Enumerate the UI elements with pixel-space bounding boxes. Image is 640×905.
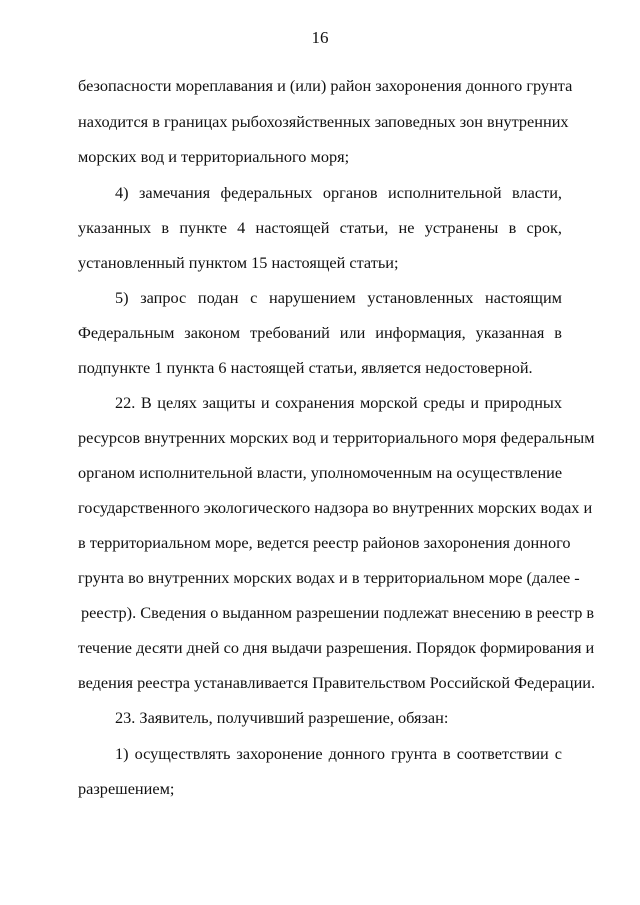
text-line: безопасности мореплавания и (или) район захоронения донного грунта: [78, 76, 573, 95]
text-line: ресурсов внутренних морских вод и территориального моря федеральным: [78, 428, 595, 447]
text-line: морских вод и территориального моря;: [78, 147, 350, 166]
text-line: грунта во внутренних морских водах и в территориальном море (далее -: [78, 568, 580, 587]
text-line: разрешением;: [78, 779, 175, 798]
text-line: 22. В целях защиты и сохранения морской среды и природных: [115, 393, 562, 412]
text-line: находится в границах рыбохозяйственных заповедных зон внутренних: [78, 112, 569, 131]
text-line: в территориальном море, ведется реестр районов захоронения донного: [78, 533, 571, 552]
text-line: установленный пунктом 15 настоящей статьи;: [78, 253, 399, 272]
text-line: указанных в пункте 4 настоящей статьи, не устранены в срок,: [78, 218, 562, 237]
text-line: подпункте 1 пункта 6 настоящей статьи, является недостоверной.: [78, 358, 533, 377]
text-line: 5) запрос подан с нарушением установленных настоящим: [115, 288, 562, 307]
text-line: реестр). Сведения о выданном разрешении подлежат внесению в реестр в: [81, 603, 595, 622]
page-number: 16: [311, 28, 329, 47]
text-line: 1) осуществлять захоронение донного грунта в соответствии с: [115, 744, 562, 763]
text-line: государственного экологического надзора во внутренних морских водах и: [78, 498, 593, 517]
text-line: 4) замечания федеральных органов исполнительной власти,: [115, 183, 562, 202]
text-line: течение десяти дней со дня выдачи разрешения. Порядок формирования и: [78, 638, 595, 657]
text-line: органом исполнительной власти, уполномоченным на осуществление: [78, 463, 563, 482]
text-line: ведения реестра устанавливается Правительством Российской Федерации.: [78, 673, 596, 692]
text-line: 23. Заявитель, получивший разрешение, обязан:: [115, 708, 449, 727]
text-line: Федеральным законом требований или информация, указанная в: [78, 323, 562, 342]
